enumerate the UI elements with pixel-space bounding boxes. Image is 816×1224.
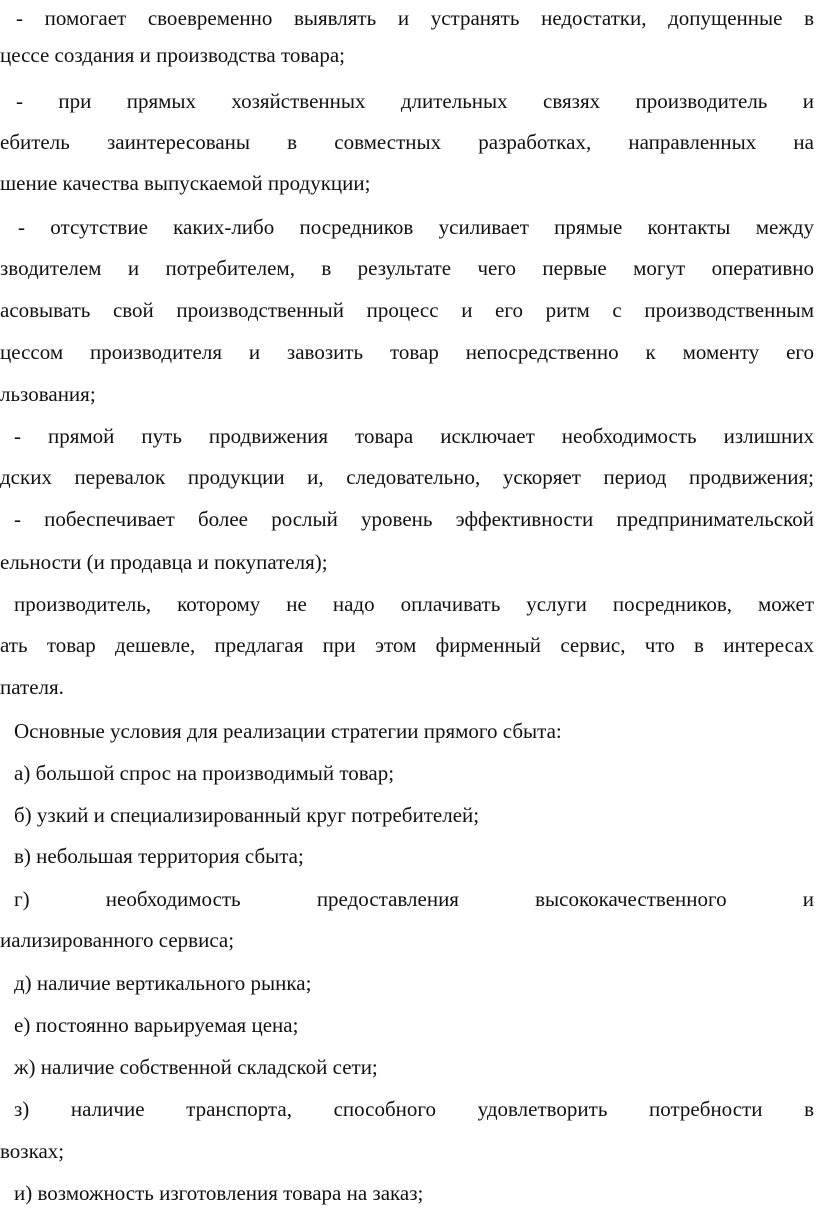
text-line: иализированного сервиса; (0, 928, 235, 952)
list-item: б) узкий и специализированный круг потребителей; (14, 803, 480, 827)
text-line: шение качества выпускаемой продукции; (0, 171, 371, 195)
text-line: производитель, которому не надо оплачивать услуги посредников, может (14, 592, 814, 616)
list-item: з) наличие транспорта, способного удовлетворить потребности в (14, 1097, 814, 1121)
text-line: - прямой путь продвижения товара исключает необходимость излишних (14, 424, 814, 448)
text-line: - побеспечивает более рослый уровень эффективности предпринимательской (14, 507, 814, 531)
text-line: ать товар дешевле, предлагая при этом фирменный сервис, что в интересах (0, 633, 814, 657)
list-item: г) необходимость предоставления высококачественного и (14, 887, 814, 911)
text-line: ебитель заинтересованы в совместных разработках, направленных на (0, 130, 814, 154)
text-line: Основные условия для реализации стратегии прямого сбыта: (14, 719, 562, 743)
text-line: - помогает своевременно выявлять и устранять недостатки, допущенные в (16, 6, 814, 30)
list-item: е) постоянно варьируемая цена; (14, 1013, 299, 1037)
list-item: в) небольшая территория сбыта; (14, 844, 304, 868)
text-line: асовывать свой производственный процесс и его ритм с производственным (0, 298, 814, 322)
text-line: цессом производителя и завозить товар непосредственно к моменту его (0, 340, 814, 364)
text-line: - при прямых хозяйственных длительных связях производитель и (16, 89, 814, 113)
text-line: зводителем и потребителем, в результате чего первые могут оперативно (0, 256, 814, 280)
text-line: дских перевалок продукции и, следовательно, ускоряет период продвижения; (0, 465, 814, 489)
text-line: - отсутствие каких-либо посредников усиливает прямые контакты между (18, 215, 814, 239)
text-line: пателя. (0, 675, 64, 699)
list-item: а) большой спрос на производимый товар; (14, 761, 395, 785)
text-line: возках; (0, 1139, 65, 1163)
text-line: цессе создания и производства товара; (0, 43, 346, 67)
list-item: и) возможность изготовления товара на заказ; (14, 1181, 424, 1205)
list-item: д) наличие вертикального рынка; (14, 971, 312, 995)
text-line: ельности (и продавца и покупателя); (0, 550, 328, 574)
list-item: ж) наличие собственной складской сети; (14, 1055, 378, 1079)
text-line: льзования; (0, 382, 96, 406)
